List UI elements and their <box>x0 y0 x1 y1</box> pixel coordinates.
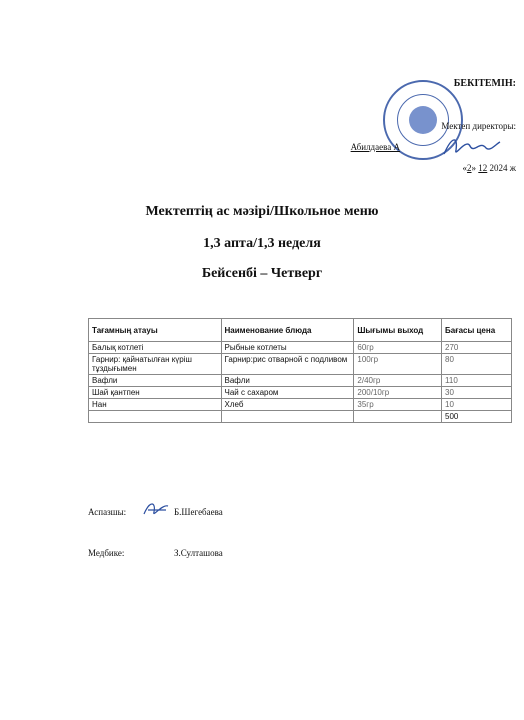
cell-total: 500 <box>442 411 512 423</box>
table-header-row <box>89 319 512 342</box>
menu-week: 1,3 апта/1,3 неделя <box>203 236 321 251</box>
header-yield: Шығымы выход <box>354 319 442 342</box>
cell-dish-kz: Нан <box>89 399 222 411</box>
nurse-label: Медбике: <box>88 548 125 558</box>
cook-name: Б.Шегебаева <box>174 507 223 517</box>
cell-dish-ru: Вафли <box>221 375 354 387</box>
date-year: 2024 ж <box>489 163 516 173</box>
cell-dish-ru: Рыбные котлеты <box>221 342 354 354</box>
cell-empty <box>89 411 222 423</box>
cell-price: 80 <box>442 354 512 375</box>
date-open-quote: « <box>462 163 468 173</box>
director-role: Мектеп директоры: <box>441 121 516 131</box>
cell-dish-kz: Гарнир: қайнатылған күріш тұздығымен <box>89 354 222 375</box>
table-row <box>89 399 512 411</box>
table-row <box>89 375 512 387</box>
approval-date <box>463 163 516 173</box>
date-month: 12 <box>478 163 488 173</box>
header-dish-ru: Наименование блюда <box>221 319 354 342</box>
cook-signature-icon <box>142 498 172 520</box>
cell-dish-kz: Шай қантпен <box>89 387 222 399</box>
cell-yield: 35гр <box>354 399 442 411</box>
date-close-quote: » <box>471 163 477 173</box>
cell-yield: 100гр <box>354 354 442 375</box>
cell-dish-kz: Вафли <box>89 375 222 387</box>
table-row <box>89 354 512 375</box>
cook-label: Аспазшы: <box>88 507 127 517</box>
cell-price: 10 <box>442 399 512 411</box>
header-price: Бағасы цена <box>442 319 512 342</box>
nurse-name: З.Султашова <box>174 548 223 558</box>
cell-price: 110 <box>442 375 512 387</box>
cell-yield: 2/40гр <box>354 375 442 387</box>
approval-heading: БЕКІТЕМІН: <box>453 78 516 89</box>
cell-dish-ru: Хлеб <box>221 399 354 411</box>
cell-price: 30 <box>442 387 512 399</box>
cell-dish-kz: Балық котлеті <box>89 342 222 354</box>
date-day: 2 <box>467 163 472 173</box>
menu-title: Мектептің ас мәзірі/Школьное меню <box>145 204 379 219</box>
table-row <box>89 342 512 354</box>
table-row <box>89 387 512 399</box>
seal-emblem <box>409 106 437 134</box>
director-signature-icon <box>440 132 502 162</box>
director-name: Абилдаева А <box>350 142 400 152</box>
menu-table <box>88 318 512 423</box>
cell-price: 270 <box>442 342 512 354</box>
cell-empty <box>354 411 442 423</box>
cell-yield: 200/10гр <box>354 387 442 399</box>
header-dish-kz: Тағамның атауы <box>89 319 222 342</box>
cell-empty <box>221 411 354 423</box>
cell-dish-ru: Чай с сахаром <box>221 387 354 399</box>
cell-yield: 60гр <box>354 342 442 354</box>
cell-dish-ru: Гарнир:рис отварной с подливом <box>221 354 354 375</box>
table-total-row <box>89 411 512 423</box>
menu-day: Бейсенбі – Четверг <box>201 266 323 281</box>
